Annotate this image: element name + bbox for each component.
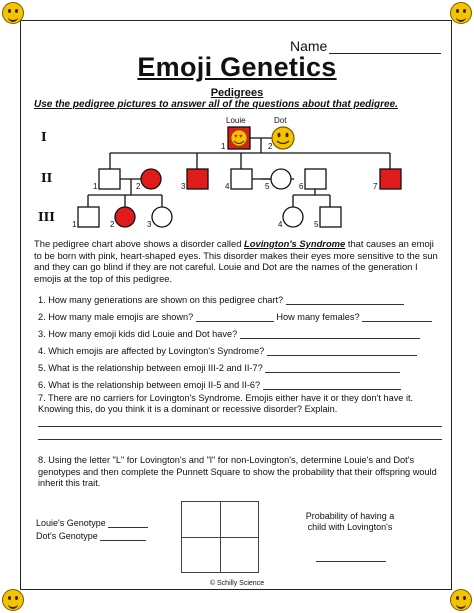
individual-II-6	[305, 169, 326, 189]
smiley-emoji-icon	[2, 589, 24, 611]
question-8: 8. Using the letter "L" for Lovington's and "l" for non-Lovington's, determine Louie's and Dot's genotypes and then complete the Punnett Square to show the probability that their offspring would inherit this trait.	[38, 455, 437, 488]
individual-II-2	[141, 169, 161, 189]
question-2a-text: 2. How many male emojis are shown?	[38, 312, 194, 322]
worksheet-title: Emoji Genetics	[137, 52, 337, 82]
worksheet-subtitle: Pedigrees	[210, 87, 264, 99]
individual-III-5	[320, 207, 341, 227]
answer-5-line[interactable]	[265, 363, 400, 373]
number-II-2: 2	[136, 182, 141, 191]
number-III-1: 1	[72, 220, 77, 229]
smiley-emoji-icon	[450, 589, 472, 611]
question-4-text: 4. Which emojis are affected by Lovington's Syndrome?	[38, 346, 265, 356]
individual-III-2	[115, 207, 135, 227]
question-3-text: 3. How many emoji kids did Louie and Dot have?	[38, 329, 238, 339]
individual-II-4	[231, 169, 252, 189]
answer-4-line[interactable]	[267, 346, 417, 356]
louie-genotype	[36, 518, 148, 528]
svg-text:♥: ♥	[239, 134, 243, 140]
dot-genotype	[36, 531, 146, 541]
disorder-name: Lovington's Syndrome	[244, 238, 346, 249]
number-II-6: 6	[299, 182, 304, 191]
number-II-7: 7	[373, 182, 378, 191]
number-II-4: 4	[225, 182, 230, 191]
question-5-text: 5. What is the relationship between emoji III-2 and II-7?	[38, 363, 263, 373]
number-II-3: 3	[181, 182, 186, 191]
answer-2a-line[interactable]	[196, 312, 274, 322]
parent-name-dot: Dot	[274, 116, 287, 125]
answer-7-line[interactable]	[38, 439, 442, 440]
individual-II-5	[271, 169, 291, 189]
question-6-text: 6. What is the relationship between emoji II-5 and II-6?	[38, 380, 261, 390]
number-III-3: 3	[147, 220, 152, 229]
question-2	[38, 312, 432, 322]
answer-1-line[interactable]	[286, 295, 404, 305]
number-I-2: 2	[268, 142, 273, 151]
question-1	[38, 295, 404, 305]
dot-genotype-label: Dot's Genotype	[36, 531, 98, 541]
question-4	[38, 346, 417, 356]
number-III-2: 2	[110, 220, 115, 229]
number-II-1: 1	[93, 182, 98, 191]
instructions: Use the pedigree pictures to answer all of the questions about that pedigree.	[34, 99, 398, 110]
individual-II-7	[380, 169, 401, 189]
answer-2b-line[interactable]	[362, 312, 432, 322]
individual-III-4	[283, 207, 303, 227]
question-3	[38, 329, 420, 339]
louie-genotype-line[interactable]	[108, 518, 148, 528]
svg-text:♥: ♥	[234, 134, 238, 140]
punnett-square[interactable]	[181, 501, 259, 573]
question-1-text: 1. How many generations are shown on this pedigree chart?	[38, 295, 284, 305]
individual-I-2-dot	[272, 127, 294, 149]
question-5	[38, 363, 400, 373]
probability-answer-line[interactable]	[316, 561, 386, 562]
answer-7-line[interactable]	[38, 426, 442, 427]
footer-credit: © Schilly Science	[209, 580, 265, 587]
answer-3-line[interactable]	[240, 329, 420, 339]
question-2b-text: How many females?	[276, 312, 360, 322]
number-I-1: 1	[221, 142, 226, 151]
individual-II-3	[187, 169, 208, 189]
description-paragraph	[34, 238, 444, 284]
generation-label-1: I	[41, 130, 47, 144]
number-III-4: 4	[278, 220, 283, 229]
individual-II-1	[99, 169, 120, 189]
number-II-5: 5	[265, 182, 270, 191]
individual-III-3	[152, 207, 172, 227]
number-III-5: 5	[314, 220, 319, 229]
name-label: Name	[290, 38, 328, 54]
question-7: 7. There are no carriers for Lovington's Syndrome. Emojis either have it or they don't have it. Knowing this, do you think it is a dominant or recessive disorder? Explain.	[38, 393, 414, 414]
generation-label-2: II	[41, 171, 53, 185]
louie-genotype-label: Louie's Genotype	[36, 518, 106, 528]
probability-label: Probability of having a child with Lovington's	[305, 511, 395, 532]
generation-label-3: III	[38, 210, 55, 224]
paragraph-text: The pedigree chart above shows a disorder called	[34, 238, 245, 249]
dot-genotype-line[interactable]	[100, 531, 146, 541]
paragraph-text: that causes an emoji to be born with pink, heart-shaped eyes. This disorder makes their eyes more sensitive to the sun and they can go blind if they are not careful. Louie and Dot are the names of the generation I emojis at the top of this pedigree.	[34, 238, 438, 284]
answer-6-line[interactable]	[263, 380, 401, 390]
individual-III-1	[78, 207, 99, 227]
parent-name-louie: Louie	[226, 116, 246, 125]
question-6	[38, 380, 401, 390]
